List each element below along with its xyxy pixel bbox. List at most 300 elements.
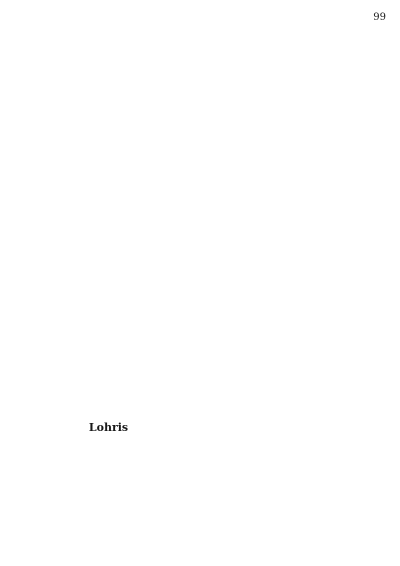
entry-number bbox=[383, 160, 386, 167]
directory-entry bbox=[205, 146, 386, 153]
entry-text bbox=[205, 160, 383, 167]
directory-entry bbox=[18, 43, 199, 50]
entry-text bbox=[18, 285, 196, 292]
directory-entry bbox=[205, 461, 386, 468]
entry-number bbox=[383, 256, 386, 263]
entry-text bbox=[18, 256, 196, 263]
entry-text bbox=[205, 520, 383, 527]
entry-text bbox=[18, 351, 196, 358]
directory-entry bbox=[205, 226, 386, 233]
directory-entry bbox=[205, 65, 386, 72]
entry-text bbox=[18, 123, 196, 130]
entry-number bbox=[383, 447, 386, 454]
entry-text bbox=[205, 461, 383, 468]
entry-number bbox=[196, 50, 199, 57]
entry-number bbox=[196, 358, 199, 365]
entry-number bbox=[196, 241, 199, 248]
entry-number bbox=[383, 182, 386, 189]
entry-number bbox=[383, 381, 386, 388]
directory-entry bbox=[205, 498, 386, 505]
directory-entry bbox=[205, 381, 386, 388]
entry-number bbox=[196, 72, 199, 79]
directory-entry bbox=[205, 395, 386, 402]
directory-entry bbox=[205, 256, 386, 263]
entry-text bbox=[18, 512, 196, 519]
entry-number bbox=[196, 373, 199, 380]
entry-number bbox=[196, 160, 199, 167]
entry-text bbox=[18, 270, 196, 277]
entry-number bbox=[383, 175, 386, 182]
directory-entry bbox=[18, 504, 199, 511]
entry-text bbox=[205, 285, 383, 292]
entry-text bbox=[18, 190, 196, 197]
entry-text bbox=[205, 94, 383, 101]
entry-text bbox=[18, 153, 196, 160]
directory-entry bbox=[18, 101, 199, 108]
entry-number bbox=[383, 476, 386, 483]
entry-number bbox=[196, 57, 199, 64]
directory-entry bbox=[18, 226, 199, 233]
entry-text bbox=[205, 300, 383, 307]
entry-number bbox=[383, 146, 386, 153]
directory-entry bbox=[18, 79, 199, 86]
directory-entry bbox=[18, 72, 199, 79]
entry-number bbox=[196, 403, 199, 410]
directory-entry bbox=[205, 138, 386, 145]
entry-text bbox=[205, 527, 383, 534]
directory-entry bbox=[205, 329, 386, 336]
directory-entry bbox=[205, 527, 386, 534]
entry-number bbox=[383, 520, 386, 527]
entry-number bbox=[383, 248, 386, 255]
entry-text bbox=[205, 322, 383, 329]
left-entries-middle bbox=[18, 292, 199, 417]
entry-number bbox=[196, 248, 199, 255]
directory-columns bbox=[18, 28, 386, 556]
entry-number bbox=[383, 28, 386, 35]
entry-number bbox=[383, 123, 386, 130]
entry-text bbox=[205, 241, 383, 248]
entry-number bbox=[383, 388, 386, 395]
entry-number bbox=[196, 123, 199, 130]
entry-number bbox=[383, 366, 386, 373]
entry-text bbox=[18, 373, 196, 380]
directory-entry bbox=[18, 395, 199, 402]
entry-text bbox=[18, 446, 196, 453]
entry-number bbox=[196, 153, 199, 160]
entry-text bbox=[205, 314, 383, 321]
directory-entry bbox=[205, 182, 386, 189]
entry-number bbox=[383, 454, 386, 461]
entry-text bbox=[18, 278, 196, 285]
directory-entry bbox=[18, 182, 199, 189]
entry-number bbox=[383, 197, 386, 204]
entry-text bbox=[205, 278, 383, 285]
entry-number bbox=[196, 79, 199, 86]
entry-text bbox=[18, 175, 196, 182]
entry-number bbox=[383, 109, 386, 116]
directory-entry bbox=[18, 109, 199, 116]
entry-text bbox=[18, 314, 196, 321]
directory-entry bbox=[18, 526, 199, 533]
directory-entry bbox=[205, 204, 386, 211]
entry-number bbox=[383, 403, 386, 410]
directory-entry bbox=[205, 358, 386, 365]
directory-entry bbox=[205, 72, 386, 79]
entry-number bbox=[383, 300, 386, 307]
entry-text bbox=[205, 87, 383, 94]
directory-entry bbox=[18, 366, 199, 373]
entry-text bbox=[205, 35, 383, 42]
directory-entry bbox=[18, 453, 199, 460]
entry-text bbox=[205, 226, 383, 233]
directory-entry bbox=[18, 322, 199, 329]
directory-entry bbox=[205, 469, 386, 476]
entry-text bbox=[18, 116, 196, 123]
entry-text bbox=[205, 212, 383, 219]
directory-entry bbox=[18, 468, 199, 475]
entry-text bbox=[205, 476, 383, 483]
entry-number bbox=[383, 263, 386, 270]
entry-number bbox=[196, 87, 199, 94]
entry-number bbox=[196, 534, 199, 541]
directory-entry bbox=[18, 512, 199, 519]
entry-number bbox=[383, 314, 386, 321]
entry-text bbox=[18, 482, 196, 489]
directory-entry bbox=[205, 57, 386, 64]
entry-text bbox=[205, 292, 383, 299]
directory-entry bbox=[205, 307, 386, 314]
entry-text bbox=[18, 395, 196, 402]
directory-entry bbox=[205, 241, 386, 248]
entry-number bbox=[196, 285, 199, 292]
directory-entry bbox=[18, 197, 199, 204]
entry-text bbox=[205, 182, 383, 189]
entry-text bbox=[18, 160, 196, 167]
entry-number bbox=[196, 395, 199, 402]
entry-text bbox=[205, 50, 383, 57]
entry-text bbox=[205, 65, 383, 72]
directory-entry bbox=[205, 234, 386, 241]
entry-number bbox=[383, 498, 386, 505]
entry-number bbox=[196, 314, 199, 321]
directory-entry bbox=[205, 483, 386, 490]
entry-number bbox=[196, 204, 199, 211]
directory-entry bbox=[18, 403, 199, 410]
entry-text bbox=[205, 234, 383, 241]
directory-entry bbox=[205, 285, 386, 292]
directory-entry bbox=[205, 123, 386, 130]
entry-text bbox=[205, 542, 383, 549]
entry-number bbox=[196, 234, 199, 241]
directory-entry bbox=[205, 87, 386, 94]
entry-number bbox=[196, 307, 199, 314]
entry-number bbox=[383, 43, 386, 50]
directory-entry bbox=[205, 542, 386, 549]
entry-text bbox=[205, 483, 383, 490]
entry-number bbox=[383, 461, 386, 468]
directory-entry bbox=[205, 491, 386, 498]
entry-text bbox=[205, 417, 383, 424]
entry-number bbox=[383, 329, 386, 336]
entry-number bbox=[196, 94, 199, 101]
directory-entry bbox=[18, 270, 199, 277]
directory-entry bbox=[205, 248, 386, 255]
entry-number bbox=[383, 417, 386, 424]
directory-entry bbox=[18, 234, 199, 241]
entry-number bbox=[383, 204, 386, 211]
directory-entry bbox=[18, 146, 199, 153]
entry-text bbox=[205, 146, 383, 153]
directory-entry bbox=[205, 520, 386, 527]
entry-text bbox=[205, 344, 383, 351]
directory-entry bbox=[205, 116, 386, 123]
entry-number bbox=[383, 190, 386, 197]
directory-entry bbox=[18, 482, 199, 489]
entry-number bbox=[196, 292, 199, 299]
entry-number bbox=[383, 241, 386, 248]
directory-entry bbox=[18, 263, 199, 270]
entry-text bbox=[205, 366, 383, 373]
directory-entry bbox=[205, 476, 386, 483]
entry-number bbox=[383, 373, 386, 380]
entry-number bbox=[383, 50, 386, 57]
directory-entry bbox=[205, 410, 386, 417]
directory-entry bbox=[205, 35, 386, 42]
entry-text bbox=[18, 234, 196, 241]
entry-number bbox=[196, 366, 199, 373]
entry-text bbox=[205, 190, 383, 197]
left-entries-top bbox=[18, 28, 199, 292]
entry-text bbox=[18, 43, 196, 50]
directory-entry bbox=[18, 285, 199, 292]
entry-text bbox=[18, 109, 196, 116]
entry-text bbox=[18, 138, 196, 145]
entry-text bbox=[205, 123, 383, 130]
entry-text bbox=[18, 358, 196, 365]
entry-number bbox=[196, 212, 199, 219]
entry-number bbox=[383, 358, 386, 365]
left-column bbox=[18, 28, 199, 556]
directory-entry bbox=[205, 43, 386, 50]
entry-text bbox=[18, 50, 196, 57]
entry-number bbox=[383, 131, 386, 138]
entry-number bbox=[383, 212, 386, 219]
directory-entry bbox=[18, 175, 199, 182]
directory-entry bbox=[18, 278, 199, 285]
entry-text bbox=[18, 460, 196, 467]
directory-entry bbox=[205, 417, 386, 424]
directory-entry bbox=[18, 548, 199, 555]
entry-text bbox=[205, 270, 383, 277]
directory-entry bbox=[205, 366, 386, 373]
directory-entry bbox=[18, 212, 199, 219]
entry-text bbox=[205, 72, 383, 79]
directory-entry bbox=[18, 344, 199, 351]
entry-text bbox=[18, 534, 196, 541]
entry-number bbox=[196, 168, 199, 175]
entry-text bbox=[18, 197, 196, 204]
directory-entry bbox=[18, 460, 199, 467]
entry-text bbox=[205, 79, 383, 86]
directory-entry bbox=[18, 219, 199, 226]
directory-entry bbox=[205, 388, 386, 395]
entry-number bbox=[383, 138, 386, 145]
entry-text bbox=[18, 497, 196, 504]
directory-entry bbox=[18, 534, 199, 541]
entry-number bbox=[196, 322, 199, 329]
entry-number bbox=[196, 65, 199, 72]
entry-text bbox=[205, 535, 383, 542]
entry-number bbox=[196, 329, 199, 336]
directory-entry bbox=[205, 314, 386, 321]
entry-text bbox=[18, 490, 196, 497]
entry-text bbox=[205, 425, 383, 432]
directory-entry bbox=[205, 190, 386, 197]
entry-number bbox=[383, 432, 386, 439]
entry-text bbox=[205, 447, 383, 454]
entry-text bbox=[18, 329, 196, 336]
entry-number bbox=[196, 344, 199, 351]
entry-text bbox=[205, 505, 383, 512]
directory-entry bbox=[18, 410, 199, 417]
entry-number bbox=[383, 535, 386, 542]
directory-entry bbox=[18, 138, 199, 145]
entry-number bbox=[383, 542, 386, 549]
directory-entry bbox=[205, 270, 386, 277]
entry-text bbox=[205, 410, 383, 417]
entry-text bbox=[18, 94, 196, 101]
directory-entry bbox=[18, 190, 199, 197]
entry-text bbox=[18, 226, 196, 233]
entry-text bbox=[205, 491, 383, 498]
entry-number bbox=[196, 519, 199, 526]
entry-number bbox=[383, 505, 386, 512]
directory-entry bbox=[205, 351, 386, 358]
entry-text bbox=[205, 153, 383, 160]
entry-number bbox=[196, 468, 199, 475]
entry-text bbox=[205, 403, 383, 410]
entry-text bbox=[18, 241, 196, 248]
entry-number bbox=[196, 526, 199, 533]
directory-entry bbox=[205, 50, 386, 57]
entry-number bbox=[196, 460, 199, 467]
entry-number bbox=[383, 270, 386, 277]
entry-number bbox=[196, 504, 199, 511]
entry-number bbox=[196, 43, 199, 50]
section-subheading bbox=[18, 436, 199, 443]
directory-entry bbox=[205, 292, 386, 299]
directory-entry bbox=[205, 344, 386, 351]
entry-text bbox=[18, 292, 196, 299]
entry-text bbox=[18, 344, 196, 351]
directory-entry bbox=[18, 65, 199, 72]
entry-text bbox=[18, 57, 196, 64]
entry-number bbox=[196, 219, 199, 226]
directory-entry bbox=[18, 160, 199, 167]
directory-entry bbox=[205, 447, 386, 454]
entry-text bbox=[18, 28, 196, 35]
directory-entry bbox=[205, 131, 386, 138]
entry-text bbox=[18, 35, 196, 42]
entry-number bbox=[383, 292, 386, 299]
entry-number bbox=[196, 226, 199, 233]
directory-entry bbox=[18, 381, 199, 388]
entry-number bbox=[196, 270, 199, 277]
entry-text bbox=[18, 475, 196, 482]
entry-number bbox=[383, 116, 386, 123]
directory-entry bbox=[18, 256, 199, 263]
entry-text bbox=[18, 300, 196, 307]
directory-entry bbox=[18, 373, 199, 380]
entry-text bbox=[18, 381, 196, 388]
entry-text bbox=[18, 336, 196, 343]
entry-number bbox=[383, 72, 386, 79]
entry-text bbox=[18, 212, 196, 219]
entry-number bbox=[196, 28, 199, 35]
directory-entry bbox=[18, 541, 199, 548]
entry-text bbox=[18, 219, 196, 226]
entry-text bbox=[205, 336, 383, 343]
entry-number bbox=[383, 35, 386, 42]
entry-text bbox=[205, 256, 383, 263]
entry-text bbox=[205, 395, 383, 402]
directory-entry bbox=[205, 432, 386, 439]
entry-text bbox=[18, 307, 196, 314]
directory-entry bbox=[18, 519, 199, 526]
entry-text bbox=[205, 138, 383, 145]
directory-entry bbox=[18, 300, 199, 307]
entry-text bbox=[18, 146, 196, 153]
directory-entry bbox=[205, 79, 386, 86]
directory-entry bbox=[18, 168, 199, 175]
entry-number bbox=[383, 79, 386, 86]
entry-number bbox=[383, 351, 386, 358]
entry-text bbox=[18, 453, 196, 460]
directory-entry bbox=[205, 439, 386, 446]
directory-entry bbox=[18, 28, 199, 35]
section-heading: Lohris bbox=[88, 421, 129, 435]
right-column bbox=[205, 28, 386, 556]
entry-text bbox=[18, 388, 196, 395]
directory-entry bbox=[205, 197, 386, 204]
entry-number bbox=[196, 101, 199, 108]
directory-entry bbox=[205, 336, 386, 343]
entry-text bbox=[205, 101, 383, 108]
directory-entry bbox=[18, 204, 199, 211]
entry-number bbox=[196, 446, 199, 453]
directory-entry bbox=[18, 131, 199, 138]
entry-number bbox=[383, 101, 386, 108]
entry-text bbox=[205, 432, 383, 439]
entry-number bbox=[196, 512, 199, 519]
directory-entry bbox=[18, 57, 199, 64]
directory-entry bbox=[205, 168, 386, 175]
entry-number bbox=[196, 497, 199, 504]
directory-entry bbox=[18, 446, 199, 453]
entry-text bbox=[205, 43, 383, 50]
entry-number bbox=[196, 381, 199, 388]
entry-number bbox=[196, 35, 199, 42]
entry-number bbox=[383, 344, 386, 351]
entry-number bbox=[196, 131, 199, 138]
entry-text bbox=[205, 307, 383, 314]
directory-entry bbox=[205, 373, 386, 380]
directory-entry bbox=[205, 454, 386, 461]
entry-number bbox=[383, 469, 386, 476]
directory-entry bbox=[205, 175, 386, 182]
entry-text bbox=[205, 388, 383, 395]
